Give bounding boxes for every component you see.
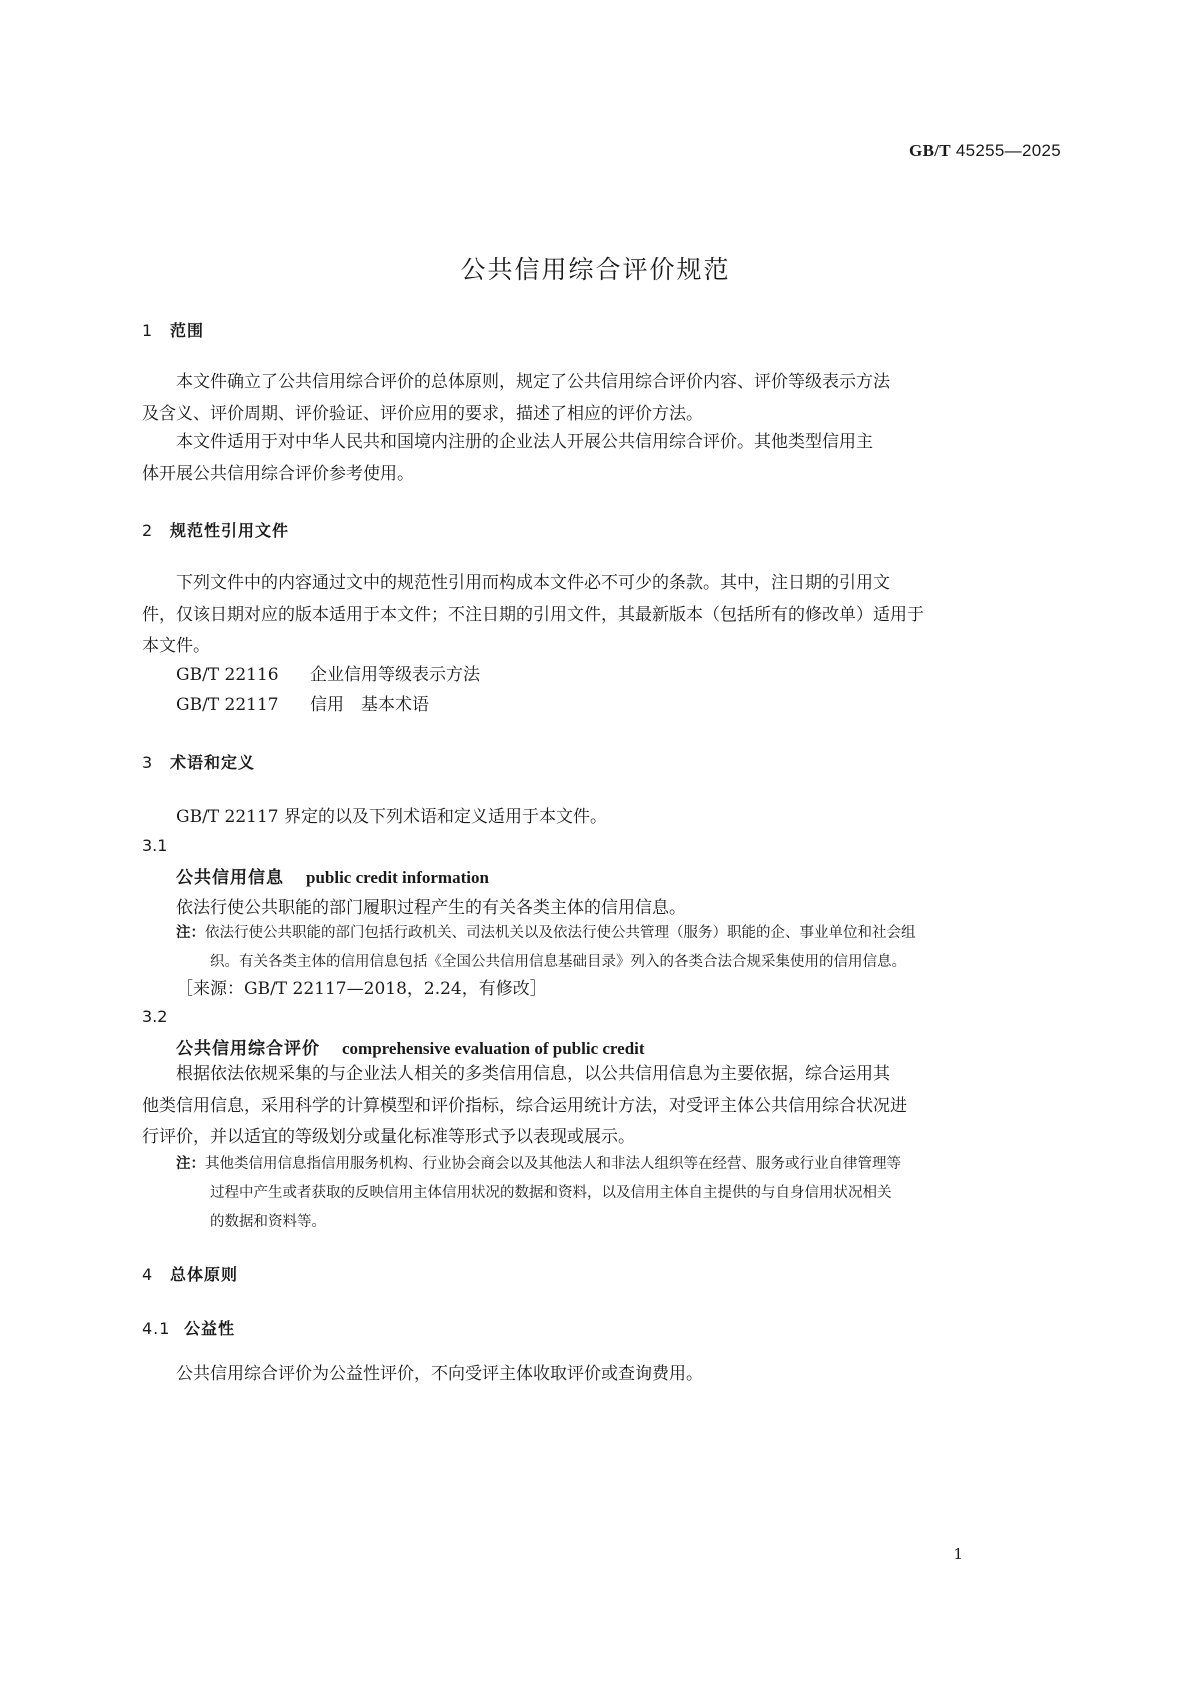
- standard-number: [909, 141, 1061, 161]
- term-number: 3.1: [142, 836, 168, 855]
- term-name-zh: 公共信用综合评价: [176, 1039, 320, 1059]
- text-line: 本文件适用于对中华人民共和国境内注册的企业法人开展公共信用综合评价。其他类型信用主: [176, 432, 873, 452]
- subsection-title: 公益性: [184, 1319, 236, 1338]
- note-line: 织。有关各类主体的信用信息包括《全国公共信用信息基础目录》列入的各类合法合规采集使用的信用信息。: [210, 954, 906, 970]
- standard-code: 45255—2025: [955, 141, 1061, 160]
- term-name-zh: 公共信用信息: [176, 868, 284, 888]
- reference-code: GB/T 22116: [176, 665, 279, 685]
- document-title: 公共信用综合评价规范: [460, 255, 731, 284]
- term-name: [176, 863, 489, 888]
- text-line: 根据依法依规采集的与企业法人相关的多类信用信息，以公共信用信息为主要依据，综合运用其: [176, 1064, 890, 1084]
- scope-paragraph-1: [142, 367, 1050, 430]
- text-line: 件，仅该日期对应的版本适用于本文件；不注日期的引用文件，其最新版本（包括所有的修改单）适用于: [142, 604, 924, 625]
- term-number: 3.2: [142, 1007, 168, 1026]
- reference-item: [176, 690, 429, 715]
- term-definition: [142, 1059, 1050, 1154]
- subsection-number: 4.1: [142, 1319, 171, 1338]
- section-title: 规范性引用文件: [170, 521, 290, 540]
- term-definition: 依法行使公共职能的部门履职过程产生的有关各类主体的信用信息。: [176, 898, 686, 918]
- section-title: 范围: [170, 321, 205, 340]
- note-line: 过程中产生或者获取的反映信用主体信用状况的数据和资料，以及信用主体自主提供的与自身信用状况相关: [210, 1185, 892, 1201]
- section-1-heading: [142, 318, 204, 341]
- note-line: 依法行使公共职能的部门包括行政机关、司法机关以及依法行使公共管理（服务）职能的企、事业单位和社会组: [205, 925, 916, 941]
- text-line: 下列文件中的内容通过文中的规范性引用而构成本文件必不可少的条款。其中，注日期的引用文: [176, 573, 890, 593]
- section-number: 2: [142, 521, 154, 540]
- reference-item: [176, 660, 480, 685]
- text-line: 行评价，并以适宜的等级划分或量化标准等形式予以表现或展示。: [142, 1127, 635, 1147]
- reference-code: GB/T 22117: [176, 695, 279, 715]
- subsection-4-1-heading: [142, 1316, 235, 1339]
- reference-title: 信用 基本术语: [310, 695, 429, 715]
- note-line: 其他类信用信息指信用服务机构、行业协会商会以及其他法人和非法人组织等在经营、服务或行业自律管理等: [205, 1156, 901, 1172]
- standard-prefix: GB/T: [909, 141, 951, 160]
- normative-refs-paragraph: [142, 568, 1050, 663]
- section-4-heading: [142, 1262, 238, 1285]
- term-note: [176, 919, 1050, 977]
- text-line: 本文件确立了公共信用综合评价的总体原则，规定了公共信用综合评价内容、评价等级表示方法: [176, 372, 890, 392]
- text-line: 本文件。: [142, 636, 210, 656]
- note-line: 的数据和资料等。: [210, 1214, 326, 1230]
- note-label: 注：: [176, 925, 205, 941]
- text-line: 体开展公共信用综合评价参考使用。: [142, 463, 414, 484]
- section-number: 3: [142, 753, 154, 772]
- note-label: 注：: [176, 1156, 205, 1172]
- term-source: ［来源：GB/T 22117—2018，2.24，有修改］: [176, 979, 547, 999]
- page-number: 1: [953, 1545, 963, 1563]
- section-number: 1: [142, 321, 154, 340]
- public-welfare-paragraph: 公共信用综合评价为公益性评价，不向受评主体收取评价或查询费用。: [176, 1364, 703, 1384]
- section-title: 总体原则: [170, 1265, 239, 1284]
- scope-paragraph-2: [142, 427, 1050, 490]
- text-line: 他类信用信息，采用科学的计算模型和评价指标，综合运用统计方法，对受评主体公共信用综合状况进: [142, 1095, 907, 1116]
- section-title: 术语和定义: [170, 753, 256, 772]
- terms-intro: GB/T 22117 界定的以及下列术语和定义适用于本文件。: [176, 807, 608, 827]
- text-line: 及含义、评价周期、评价验证、评价应用的要求，描述了相应的评价方法。: [142, 403, 703, 424]
- section-3-heading: [142, 750, 255, 773]
- term-name-en: comprehensive evaluation of public credit: [342, 1039, 645, 1058]
- reference-title: 企业信用等级表示方法: [310, 665, 480, 685]
- term-name-en: public credit information: [306, 868, 489, 887]
- section-2-heading: [142, 518, 289, 541]
- term-note: [176, 1150, 1050, 1237]
- section-number: 4: [142, 1265, 154, 1284]
- term-name: [176, 1034, 645, 1059]
